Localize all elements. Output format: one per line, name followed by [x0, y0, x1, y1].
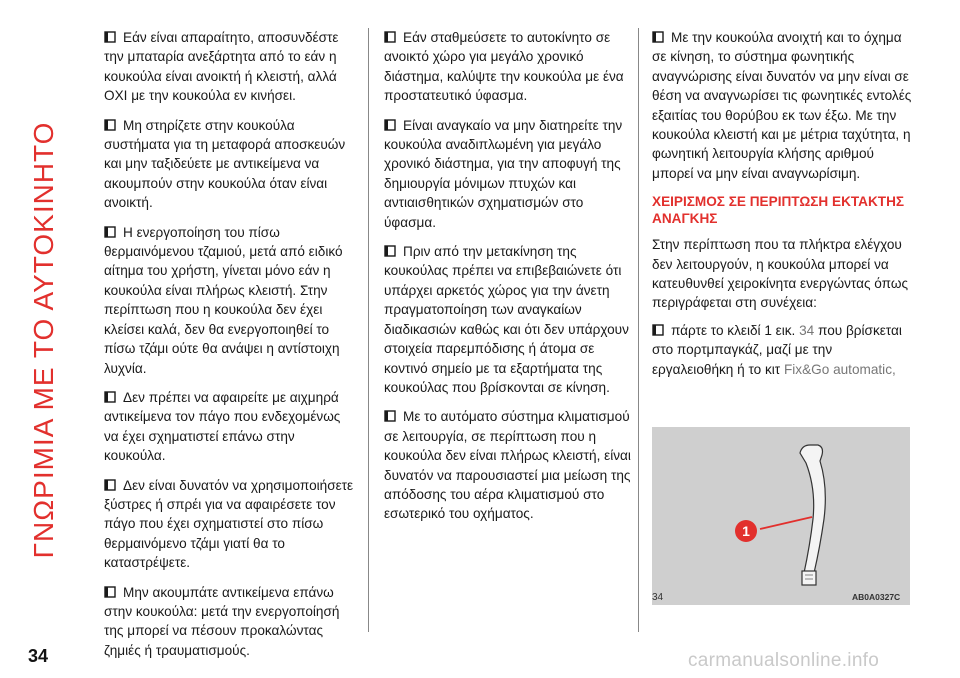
warning-bullet-icon: [384, 119, 396, 131]
warning-bullet-icon: [104, 391, 116, 403]
warning-paragraph: Εάν σταθμεύσετε το αυτοκίνητο σε ανοικτό χώρο για μεγάλο χρονικό διάστημα, καλύψτε την κουκούλα με ένα προστατευτικό ύφασμα.: [384, 30, 624, 104]
warning-paragraph: Με το αυτόματο σύστημα κλιματισμού σε λειτουργία, σε περίπτωση που η κουκούλα δεν είναι πλήρως κλειστή, είναι δυνατόν να παρουσιαστεί μια μείωση της απόδοσης του αέρα κλιματισμού στο εσωτερικό του οχήματος.: [384, 409, 631, 522]
chapter-side-title: ΓΝΩΡΙΜΙΑ ΜΕ ΤΟ ΑΥΤΟΚΙΝΗΤΟ: [28, 121, 59, 559]
watermark: carmanualsonline.info: [688, 650, 880, 671]
warning-paragraph: Δεν είναι δυνατόν να χρησιμοποιήσετε ξύστρες ή σπρέι για να αφαιρέσετε τον πάγο που έχει σχηματιστεί στο πίσω θερμαινόμενο τζάμι γιατί θα το καταστρέψετε.: [104, 477, 354, 571]
step-paragraph: πάρτε το κλειδί 1 εικ. 34 που βρίσκεται στο πορτμπαγκάζ, μαζί με την εργαλειοθήκη ή το κιτ Fix&Go automatic,: [652, 322, 902, 377]
body-paragraph: Στην περίπτωση που τα πλήκτρα ελέγχου δεν λειτουργούν, η κουκούλα μπορεί να κατευθυνθεί χειροκίνητα ενεργώντας όπως περιγράφεται στη συνέχεια:: [652, 237, 908, 311]
step-bullet-icon: [652, 324, 664, 336]
warning-paragraph: Η ενεργοποίηση του πίσω θερμαινόμενου τζαμιού, μετά από ειδικό αίτημα του χρήστη, γίνεται μόνο εάν η κουκούλα είναι πλήρως κλειστή. Στην περίπτωση που η κουκούλα δεν έχει κλείσει καλά, δεν θα ενεργοποιηθεί το πίσω τζάμι ούτε θα ανάψει η αντίστοιχη λυχνία.: [104, 224, 343, 376]
warning-paragraph: Με την κουκούλα ανοιχτή και το όχημα σε κίνηση, το σύστημα φωνητικής αναγνώρισης είναι δυνατόν να μην είναι σε θέση να αναγνωρίσει τις φωνητικές εντολές εξαιτίας του θορύβου εκ των έξω. Με την κουκούλα κλειστή και με μέτρια ταχύτητα, η φωνητική λειτουργία κλήσης αριθμού μπορεί να μην είναι αναγνωρίσιμη.: [652, 30, 912, 181]
warning-paragraph: Μη στηρίζετε στην κουκούλα συστήματα για τη μεταφορά αποσκευών και μην ταξιδεύετε με αντικείμενα να ακουμπούν στην κουκούλα όταν είναι ανοικτή.: [104, 117, 346, 211]
figure-callout-1: 1: [742, 523, 750, 539]
warning-paragraph: Εάν είναι απαραίτητο, αποσυνδέστε την μπαταρία ανεξάρτητα από το εάν η κουκούλα είναι ανοικτή ή κλειστή, αλλά ΟΧΙ με την κουκούλα εν κινήσει.: [104, 30, 339, 104]
page-number: 34: [28, 646, 49, 666]
section-heading: ΧΕΙΡΙΣΜΟΣ ΣΕ ΠΕΡΙΠΤΩΣΗ ΕΚΤΑΚΤΗΣ ΑΝΑΓΚΗΣ: [652, 194, 905, 227]
column-2: [384, 28, 634, 534]
warning-bullet-icon: [384, 245, 396, 257]
warning-paragraph: Μην ακουμπάτε αντικείμενα επάνω στην κουκούλα: μετά την ενεργοποίησή της μπορεί να πέσουν προκαλώντας ζημιές ή τραυματισμούς.: [104, 584, 340, 658]
warning-bullet-icon: [652, 31, 664, 43]
figure-emergency-key: [652, 427, 910, 605]
warning-bullet-icon: [104, 479, 116, 491]
warning-bullet-icon: [104, 226, 116, 238]
figure-number: 34: [652, 592, 664, 603]
column-divider-1: [368, 28, 369, 632]
figure-code: AB0A0327C: [852, 592, 901, 602]
warning-bullet-icon: [104, 31, 116, 43]
column-1: [104, 28, 354, 670]
column-divider-2: [638, 28, 639, 632]
column-3: [652, 28, 912, 389]
warning-paragraph: Δεν πρέπει να αφαιρείτε με αιχμηρά αντικείμενα τον πάγο που ενδεχομένως να έχει σχηματιστεί επάνω στην κουκούλα.: [104, 389, 341, 464]
warning-bullet-icon: [384, 31, 396, 43]
kit-name: Fix&Go automatic,: [783, 361, 896, 377]
warning-paragraph: Είναι αναγκαίο να μην διατηρείτε την κουκούλα αναδιπλωμένη για μεγάλο χρονικό διάστημα, για την αποφυγή της δημιουργία μόνιμων πτυχών και αντιαισθητικών σχηματισμών στο ύφασμα.: [384, 117, 623, 230]
warning-paragraph: Πριν από την μετακίνηση της κουκούλας πρέπει να επιβεβαιώνετε ότι υπάρχει αρκετός χώρος για την άνετη πραγματοποίηση των αναγκαίων διαδικασιών καθώς και ότι δεν υπάρχουν στοιχεία παρεμπόδισης ή άτομα σε κοντινό σημείο με τα εξαρτήματα της κουκούλας που βρίσκονται σε κίνηση.: [384, 244, 629, 395]
figure-reference: 34: [799, 322, 815, 338]
warning-bullet-icon: [104, 119, 116, 131]
warning-bullet-icon: [384, 410, 396, 422]
emergency-key-illustration: [652, 427, 910, 605]
warning-bullet-icon: [104, 586, 116, 598]
